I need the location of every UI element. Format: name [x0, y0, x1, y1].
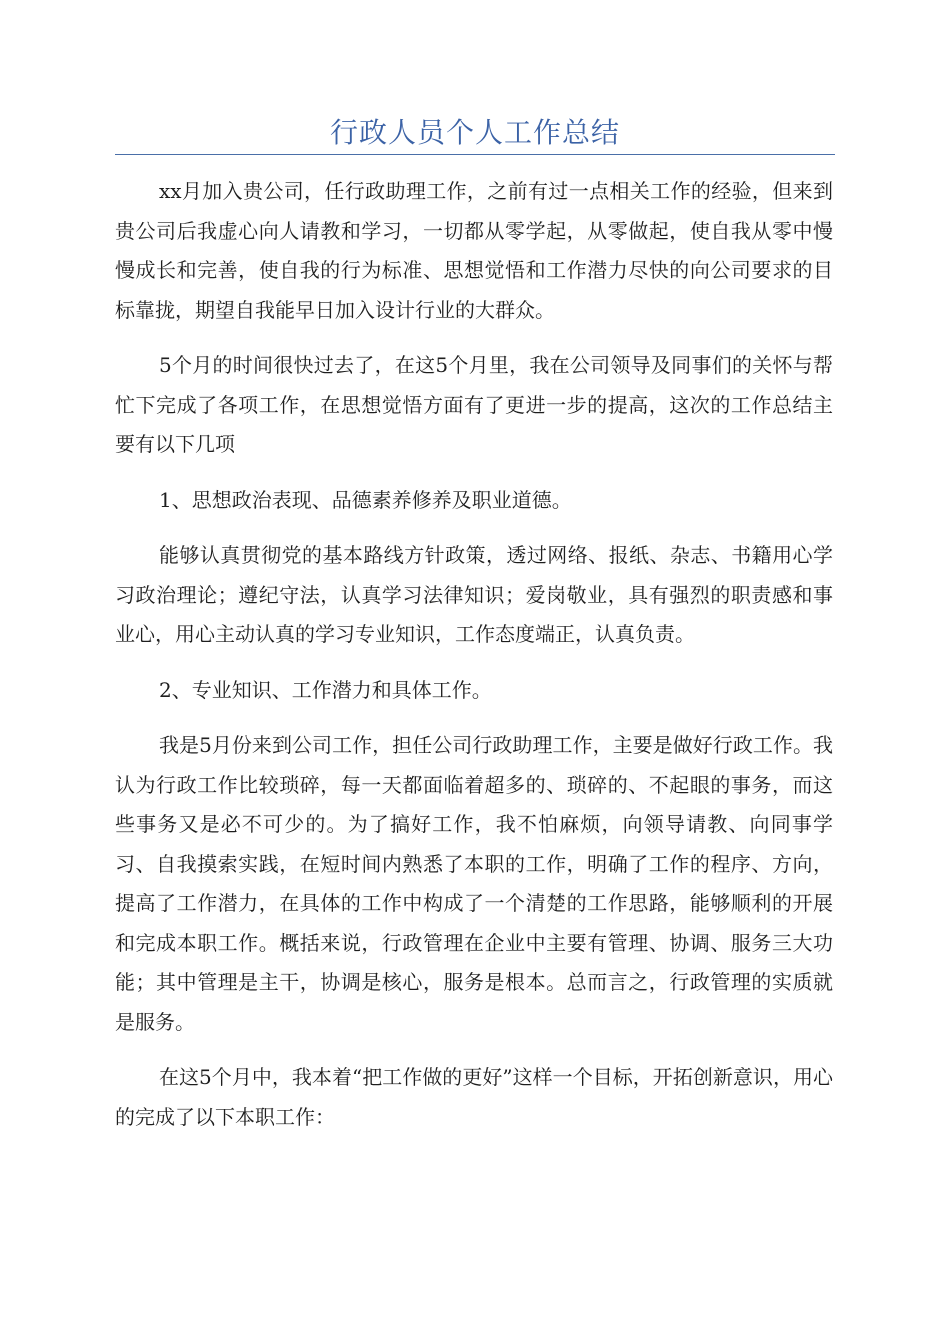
document-title: 行政人员个人工作总结	[329, 116, 620, 149]
paragraph-intro: xx月加入贵公司，任行政助理工作，之前有过一点相关工作的经验，但来到贵公司后我虚心向人请教和学习，一切都从零学起，从零做起，使自我从零中慢慢成长和完善，使自我的行为标准、思想觉悟和工作潜力尽快的向公司要求的目标靠拢，期望自我能早日加入设计行业的大群众。	[115, 179, 833, 322]
title-underline	[115, 154, 835, 155]
paragraph-section-1: 能够认真贯彻党的基本路线方针政策，透过网络、报纸、杂志、书籍用心学习政治理论；遵纪守法，认真学习法律知识；爱岗敬业，具有强烈的职责感和事业心，用心主动认真的学习专业知识，工作态度端正，认真负责。	[115, 543, 833, 646]
paragraph-section-2: 我是5月份来到公司工作，担任公司行政助理工作，主要是做好行政工作。我认为行政工作比较琐碎，每一天都面临着超多的、琐碎的、不起眼的事务，而这些事务又是必不可少的。为了搞好工作，我不怕麻烦，向领导请教、向同事学习、自我摸索实践，在短时间内熟悉了本职的工作，明确了工作的程序、方向，提高了工作潜力，在具体的工作中构成了一个清楚的工作思路，能够顺利的开展和完成本职工作。概括来说，行政管理在企业中主要有管理、协调、服务三大功能；其中管理是主干，协调是核心，服务是根本。总而言之，行政管理的实质就是服务。	[115, 733, 833, 1034]
document-body	[115, 172, 833, 1153]
paragraph-overview: 5个月的时间很快过去了，在这5个月里，我在公司领导及同事们的关怀与帮忙下完成了各项工作，在思想觉悟方面有了更进一步的提高，这次的工作总结主要有以下几项	[115, 353, 833, 456]
section-heading-1: 1、思想政治表现、品德素养修养及职业道德。	[159, 487, 572, 512]
paragraph-closing: 在这5个月中，我本着“把工作做的更好”这样一个目标，开拓创新意识，用心的完成了以下本职工作：	[115, 1065, 833, 1129]
section-heading-2: 2、专业知识、工作潜力和具体工作。	[159, 677, 492, 702]
